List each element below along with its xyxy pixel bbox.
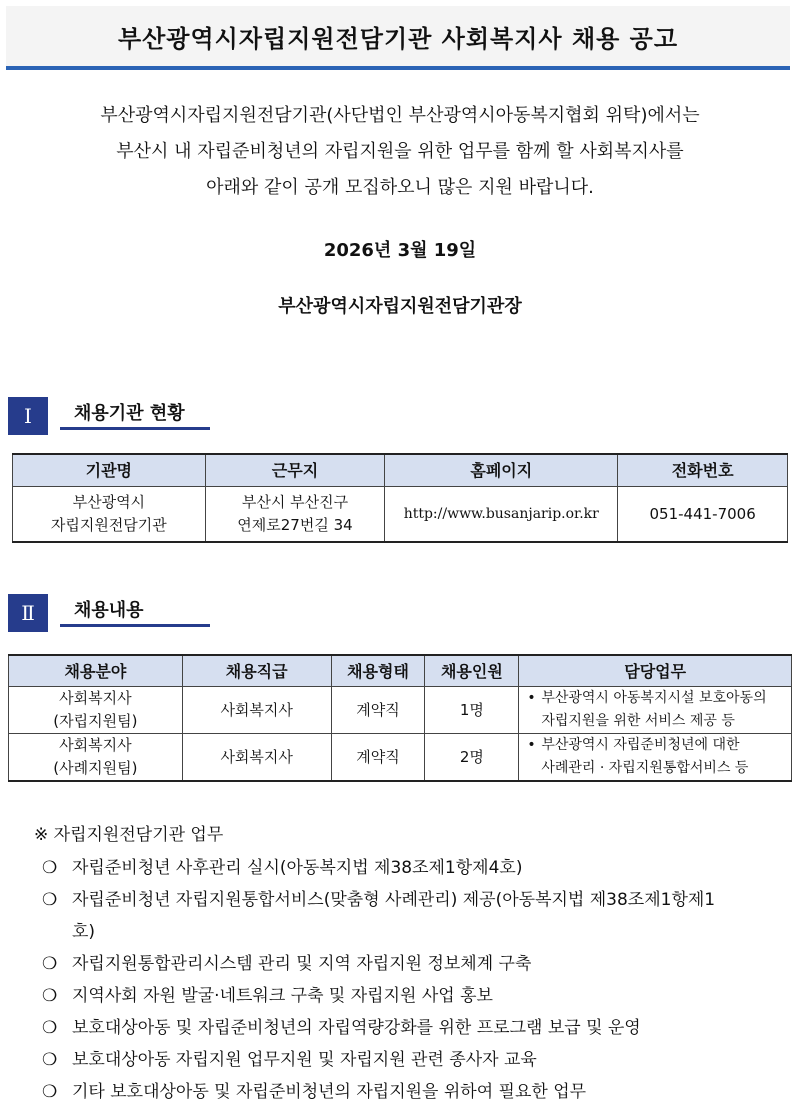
section-label: 채용내용 [60,594,210,627]
list-item-text: 기타 보호대상아동 및 자립준비청년의 자립지원을 위하여 필요한 업무 [72,1082,587,1102]
reference-mark-icon: ※ [34,825,49,845]
circle-bullet-icon: ❍ [42,890,58,910]
intro-paragraph [0,98,800,206]
bullet-icon: • [527,737,536,753]
homepage-cell [385,487,618,543]
list-item [34,980,800,1012]
circle-bullet-icon: ❍ [42,986,58,1006]
circle-bullet-icon: ❍ [42,858,58,878]
duty-line: 부산광역시 아동복지시설 보호아동의 [541,690,767,706]
note-title-text: 자립지원전담기관 업무 [53,825,224,845]
field-cell [9,687,183,734]
list-item [34,1076,800,1108]
page-title-text: 부산광역시자립지원전담기관 사회복지사 채용 공고 [117,24,679,53]
field-cell [9,734,183,782]
section-label: 채용기관 현황 [60,397,210,430]
list-item-text: 호) [72,922,96,942]
list-item [34,1044,800,1076]
circle-bullet-icon: ❍ [42,1050,58,1070]
list-item-text: 보호대상아동 및 자립준비청년의 자립역량강화를 위한 프로그램 보급 및 운영 [72,1018,641,1038]
table-header-row [13,454,788,487]
list-item [34,948,800,980]
duty-line: 자립지원을 위한 서비스 제공 등 [541,713,735,729]
homepage-link[interactable]: http://www.busanjarip.or.kr [403,506,599,522]
column-header: 채용인원 [425,655,519,687]
signatory: 부산광역시자립지원전담기관장 [278,296,522,317]
count-cell: 1명 [425,687,519,734]
announcement-date: 2026년 3월 19일 [323,240,477,261]
type-cell: 계약직 [331,734,425,782]
table-row [13,487,788,543]
duty-line: 부산광역시 자립준비청년에 대한 [541,737,740,753]
org-name-line: 부산광역시 [72,493,146,511]
list-item-text: 지역사회 자원 발굴·네트워크 구축 및 자립지원 사업 홍보 [72,986,493,1006]
workplace-line: 연제로27번길 34 [237,516,353,534]
list-item [34,884,800,916]
field-line: 사회복지사 [59,736,132,754]
column-header: 전화번호 [618,454,788,487]
type-cell: 계약직 [331,687,425,734]
page-title [6,6,790,70]
list-item [34,852,800,884]
note-title [34,818,800,852]
field-line: (사례지원팀) [53,759,138,777]
list-item-text: 보호대상아동 자립지원 업무지원 및 자립지원 관련 종사자 교육 [72,1050,537,1070]
circle-bullet-icon: ❍ [42,1082,58,1102]
recruitment-table [8,654,792,782]
workplace-line: 부산시 부산진구 [241,493,349,511]
column-header: 담당업무 [519,655,792,687]
circle-bullet-icon: ❍ [42,1018,58,1038]
column-header: 기관명 [13,454,206,487]
list-item-continuation [34,916,800,948]
rank-cell: 사회복지사 [182,687,331,734]
org-name-line: 자립지원전담기관 [50,516,167,534]
section-number: Ⅰ [8,397,48,435]
column-header: 채용형태 [331,655,425,687]
circle-bullet-icon: ❍ [42,954,58,974]
duty-cell [519,687,792,734]
organization-table [12,453,788,543]
duty-line: 사례관리 · 자립지원통합서비스 등 [541,760,749,776]
count-cell: 2명 [425,734,519,782]
list-item [34,1012,800,1044]
table-row [9,687,792,734]
list-item-text: 자립준비청년 자립지원통합서비스(맞춤형 사례관리) 제공(아동복지법 제38조제1항제1 [72,890,716,910]
section-number: Ⅱ [8,594,48,632]
org-name-cell [13,487,206,543]
phone-cell: 051-441-7006 [618,487,788,543]
intro-line: 부산시 내 자립준비청년의 자립지원을 위한 업무를 함께 할 사회복지사를 [116,141,684,162]
table-row [9,734,792,782]
column-header: 채용분야 [9,655,183,687]
list-item-text: 자립지원통합관리시스템 관리 및 지역 자립지원 정보체계 구축 [72,954,532,974]
field-line: (자립지원팀) [53,712,138,730]
rank-cell: 사회복지사 [182,734,331,782]
intro-line: 아래와 같이 공개 모집하오니 많은 지원 바랍니다. [206,177,594,198]
intro-line: 부산광역시자립지원전담기관(사단법인 부산광역시아동복지협회 위탁)에서는 [100,105,700,126]
workplace-cell [205,487,385,543]
column-header: 홈페이지 [385,454,618,487]
table-header-row [9,655,792,687]
column-header: 근무지 [205,454,385,487]
list-item-text: 자립준비청년 사후관리 실시(아동복지법 제38조제1항제4호) [72,858,523,878]
bullet-icon: • [527,690,536,706]
duty-cell [519,734,792,782]
field-line: 사회복지사 [59,689,132,707]
column-header: 채용직급 [182,655,331,687]
duties-note [34,818,800,1108]
